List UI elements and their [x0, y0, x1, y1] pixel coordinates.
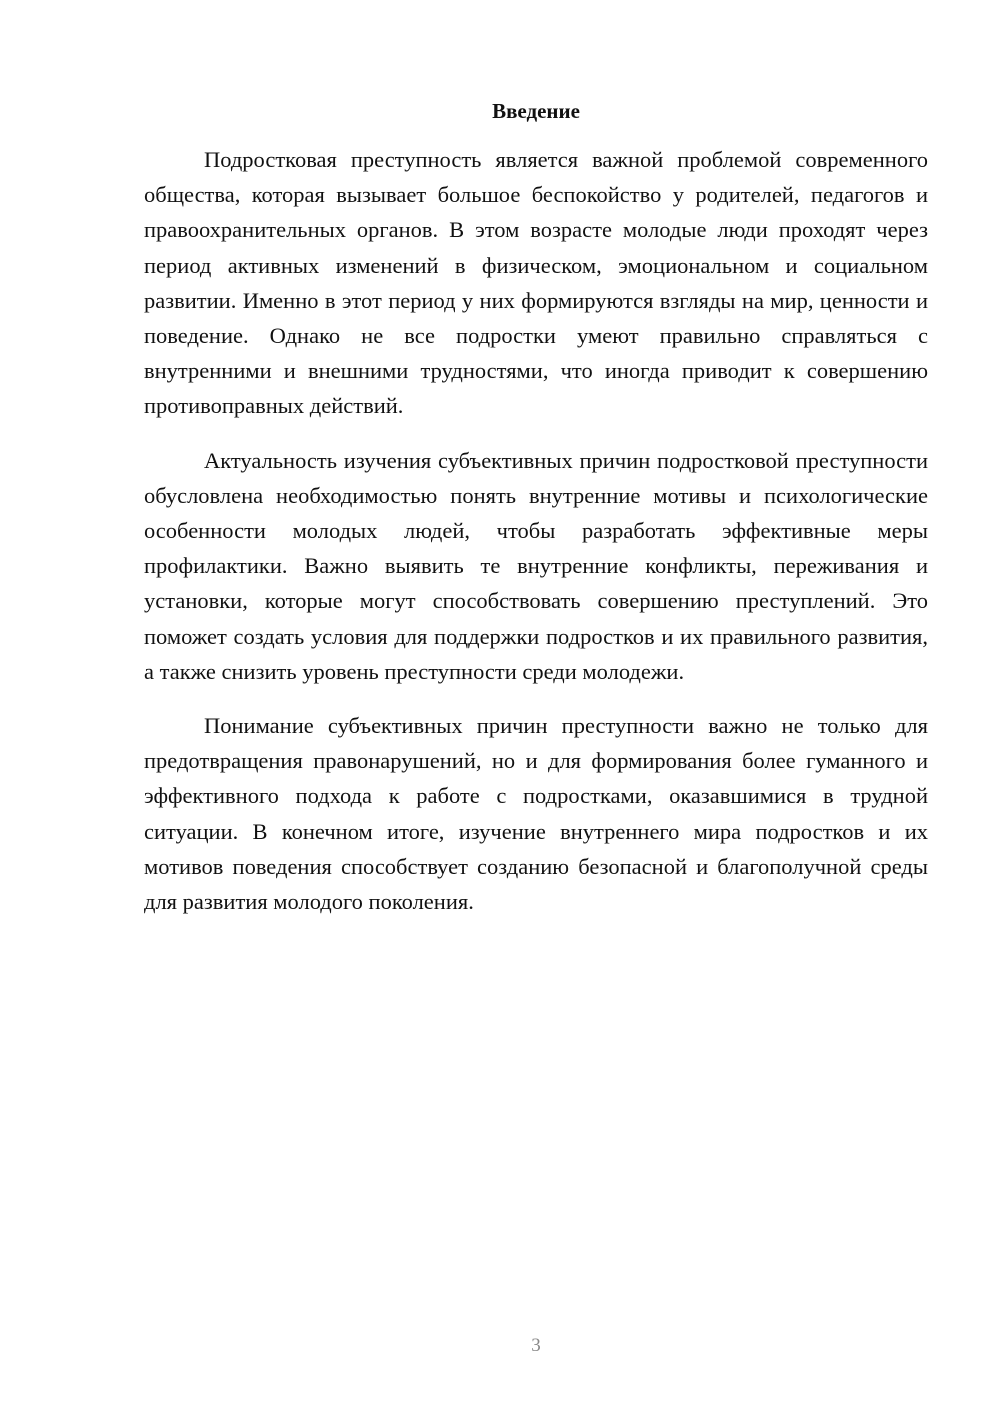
body-text [144, 142, 928, 938]
paragraph-2: Актуальность изучения субъективных причин подростковой преступности обусловлена необходимостью понять внутренние мотивы и психологические особенности молодых людей, чтобы разработать эффективные меры профилактики. Важно выявить те внутренние конфликты, переживания и установки, которые могут способствовать совершению преступлений. Это поможет создать условия для поддержки подростков и их правильного развития, а также снизить уровень преступности среди молодежи. [144, 447, 928, 684]
paragraph-1: Подростковая преступность является важной проблемой современного общества, которая вызывает большое беспокойство у родителей, педагогов и правоохранительных органов. В этом возрасте молодые люди проходят через период активных изменений в физическом, эмоциональном и социальном развитии. Именно в этот период у них формируются взгляды на мир, ценности и поведение. Однако не все подростки умеют правильно справляться с внутренними и внешними трудностями, что иногда приводит к совершению противоправных действий. [144, 147, 928, 419]
paragraph-3: Понимание субъективных причин преступности важно не только для предотвращения правонарушений, но и для формирования более гуманного и эффективного подхода к работе с подростками, оказавшимися в трудной ситуации. В конечном итоге, изучение внутреннего мира подростков и их мотивов поведения способствует созданию безопасной и благополучной среды для развития молодого поколения. [144, 713, 928, 915]
section-heading: Введение [492, 99, 580, 123]
page-number: 3 [531, 1335, 541, 1356]
